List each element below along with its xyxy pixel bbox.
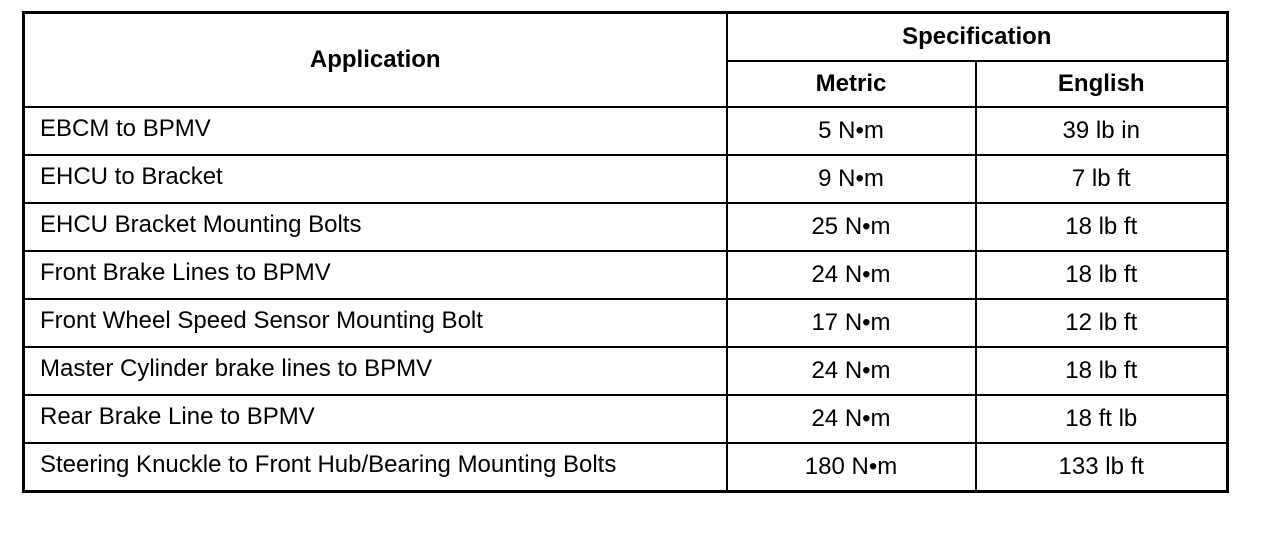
cell-english: 7 lb ft [976,155,1228,203]
cell-metric: 17 N•m [727,299,976,347]
cell-english: 18 lb ft [976,251,1228,299]
table-row [24,347,1228,395]
cell-metric: 9 N•m [727,155,976,203]
table-header [24,13,1228,107]
cell-english: 133 lb ft [976,443,1228,492]
cell-english: 39 lb in [976,107,1228,155]
cell-application: Steering Knuckle to Front Hub/Bearing Mounting Bolts [24,443,727,492]
table-row [24,155,1228,203]
cell-application: Front Brake Lines to BPMV [24,251,727,299]
header-metric: Metric [727,61,976,107]
cell-metric: 25 N•m [727,203,976,251]
table-row [24,299,1228,347]
cell-application: Master Cylinder brake lines to BPMV [24,347,727,395]
cell-english: 18 lb ft [976,203,1228,251]
cell-english: 18 ft lb [976,395,1228,443]
cell-metric: 24 N•m [727,347,976,395]
cell-english: 12 lb ft [976,299,1228,347]
cell-application: Rear Brake Line to BPMV [24,395,727,443]
table-row [24,107,1228,155]
cell-metric: 24 N•m [727,251,976,299]
table-body [24,107,1228,492]
torque-spec-table [22,11,1229,493]
header-row-group [24,13,1228,61]
cell-application: EHCU Bracket Mounting Bolts [24,203,727,251]
cell-metric: 24 N•m [727,395,976,443]
cell-metric: 5 N•m [727,107,976,155]
cell-application: EBCM to BPMV [24,107,727,155]
header-english: English [976,61,1228,107]
cell-metric: 180 N•m [727,443,976,492]
table-row [24,251,1228,299]
cell-application: EHCU to Bracket [24,155,727,203]
cell-english: 18 lb ft [976,347,1228,395]
header-specification: Specification [727,13,1228,61]
table-row [24,395,1228,443]
cell-application: Front Wheel Speed Sensor Mounting Bolt [24,299,727,347]
header-application: Application [24,13,727,107]
table-row [24,203,1228,251]
table-row [24,443,1228,492]
